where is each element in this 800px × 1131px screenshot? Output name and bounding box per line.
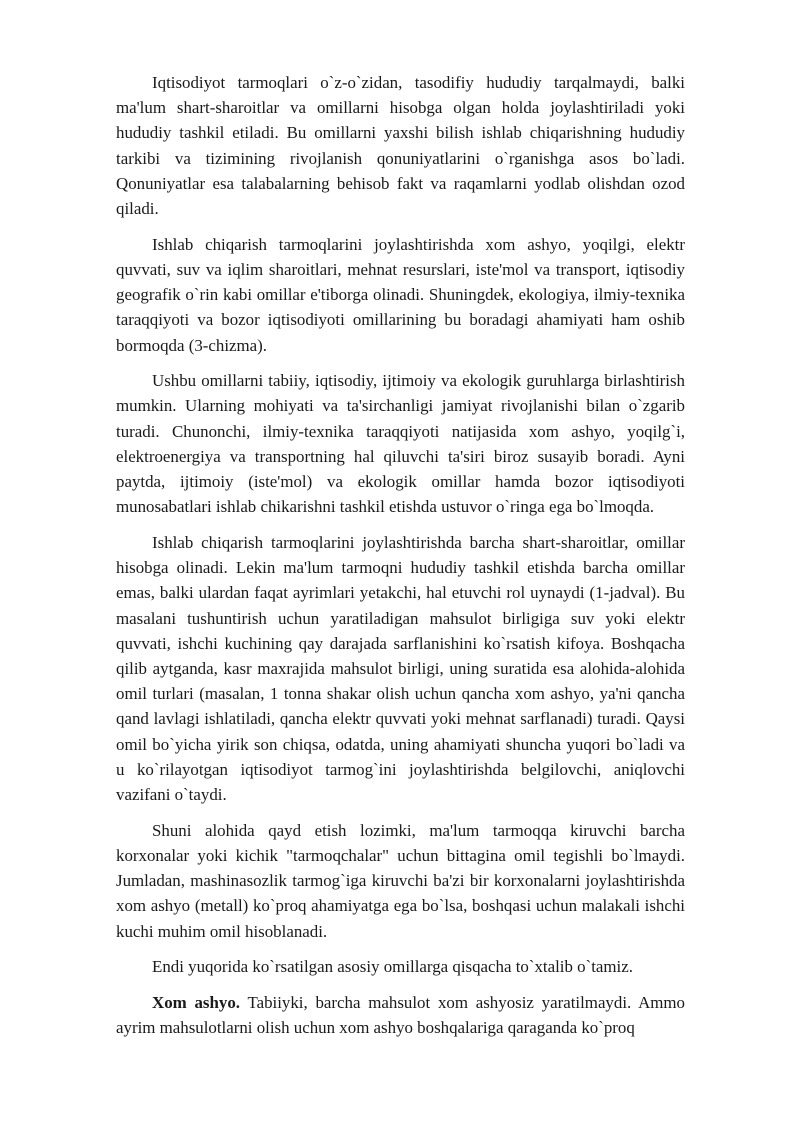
document-page — [116, 70, 685, 1051]
paragraph-7-lead: Xom ashyo. — [152, 992, 240, 1012]
paragraph-7-text: Tabiiyki, barcha mahsulot xom ashyosiz yaratilmaydi. Ammo ayrim mahsulotlarni olish uchun xom ashyo boshqalariga qaraganda ko`proq — [116, 992, 685, 1038]
paragraph-2: Ishlab chiqarish tarmoqlarini joylashtirishda xom ashyo, yoqilgi, elektr quvvati, suv va iqlim sharoitlari, mehnat resurslari, iste'mol va transport, iqtisodiy geografik o`rin kabi omillar e'tiborga olinadi. Shuningdek, ekologiya, ilmiy-texnika taraqqiyoti va bozor iqtisodiyoti omillarining bu boradagi ahamiyati ham oshib bormoqda (3-chizma). — [116, 234, 685, 355]
paragraph-5: Shuni alohida qayd etish lozimki, ma'lum tarmoqqa kiruvchi barcha korxonalar yoki kichik "tarmoqchalar" uchun bittagina omil tegishli bo`lmaydi. Jumladan, mashinasozlik tarmog`iga kiruvchi ba'zi bir korxonalarni joylashtirishda xom ashyo (metall) ko`proq ahamiyatga ega bo`lsa, boshqasi uchun malakali ishchi kuchi muhim omil hisoblanadi. — [116, 820, 685, 941]
paragraph-3: Ushbu omillarni tabiiy, iqtisodiy, ijtimoiy va ekologik guruhlarga birlashtirish mumkin. Ularning mohiyati va ta'sirchanligi jamiyat rivojlanishi bilan o`zgarib turadi. Chunonchi, ilmiy-texnika taraqqiyoti natijasida xom ashyo, yoqilg`i, elektroenergiya va transportning hal qiluvchi ta'siri biroz susayib boradi. Ayni paytda, ijtimoiy (iste'mol) va ekologik omillar hamda bozor iqtisodiyoti munosabatlari ishlab chikarishni tashkil etishda ustuvor o`ringa ega bo`lmoqda. — [116, 371, 685, 517]
paragraph-7 — [116, 990, 685, 1040]
paragraph-6: Endi yuqorida ko`rsatilgan asosiy omillarga qisqacha to`xtalib o`tamiz. — [152, 957, 633, 977]
paragraph-4: Ishlab chiqarish tarmoqlarini joylashtirishda barcha shart-sharoitlar, omillar hisobga olinadi. Lekin ma'lum tarmoqni hududiy tashkil etishda barcha omillar emas, balki ulardan faqat ayrimlari yetakchi, hal etuvchi rol uynaydi (1-jadval). Bu masalani tushuntirish uchun yaratiladigan mahsulot birligiga suv yoki elektr quvvati, ishchi kuchining qay darajada sarflanishini ko`rsatish kifoya. Boshqacha qilib aytganda, kasr maxrajida mahsulot birligi, uning suratida esa alohida-alohida omil turlari (masalan, 1 tonna shakar olish uchun qancha xom ashyo, ya'ni qancha qand lavlagi ishlatiladi, qancha elektr quvvati yoki mehnat sarflanadi) turadi. Qaysi omil bo`yicha yirik son chiqsa, odatda, uning ahamiyati shuncha yuqori bo`ladi va u ko`rilayotgan iqtisodiyot tarmog`ini joylashtirishda belgilovchi, aniqlovchi vazifani o`taydi. — [116, 532, 685, 804]
paragraph-1: Iqtisodiyot tarmoqlari o`z-o`zidan, tasodifiy hududiy tarqalmaydi, balki ma'lum shart-sharoitlar va omillarni hisobga olgan holda joylashtiriladi yoki hududiy tashkil etiladi. Bu omillarni yaxshi bilish ishlab chiqarishning hududiy tarkibi va tizimining rivojlanish qonuniyatlarini o`rganishga asos bo`ladi. Qonuniyatlar esa talabalarning behisob fakt va raqamlarni yodlab olishdan ozod qiladi. — [116, 73, 685, 219]
